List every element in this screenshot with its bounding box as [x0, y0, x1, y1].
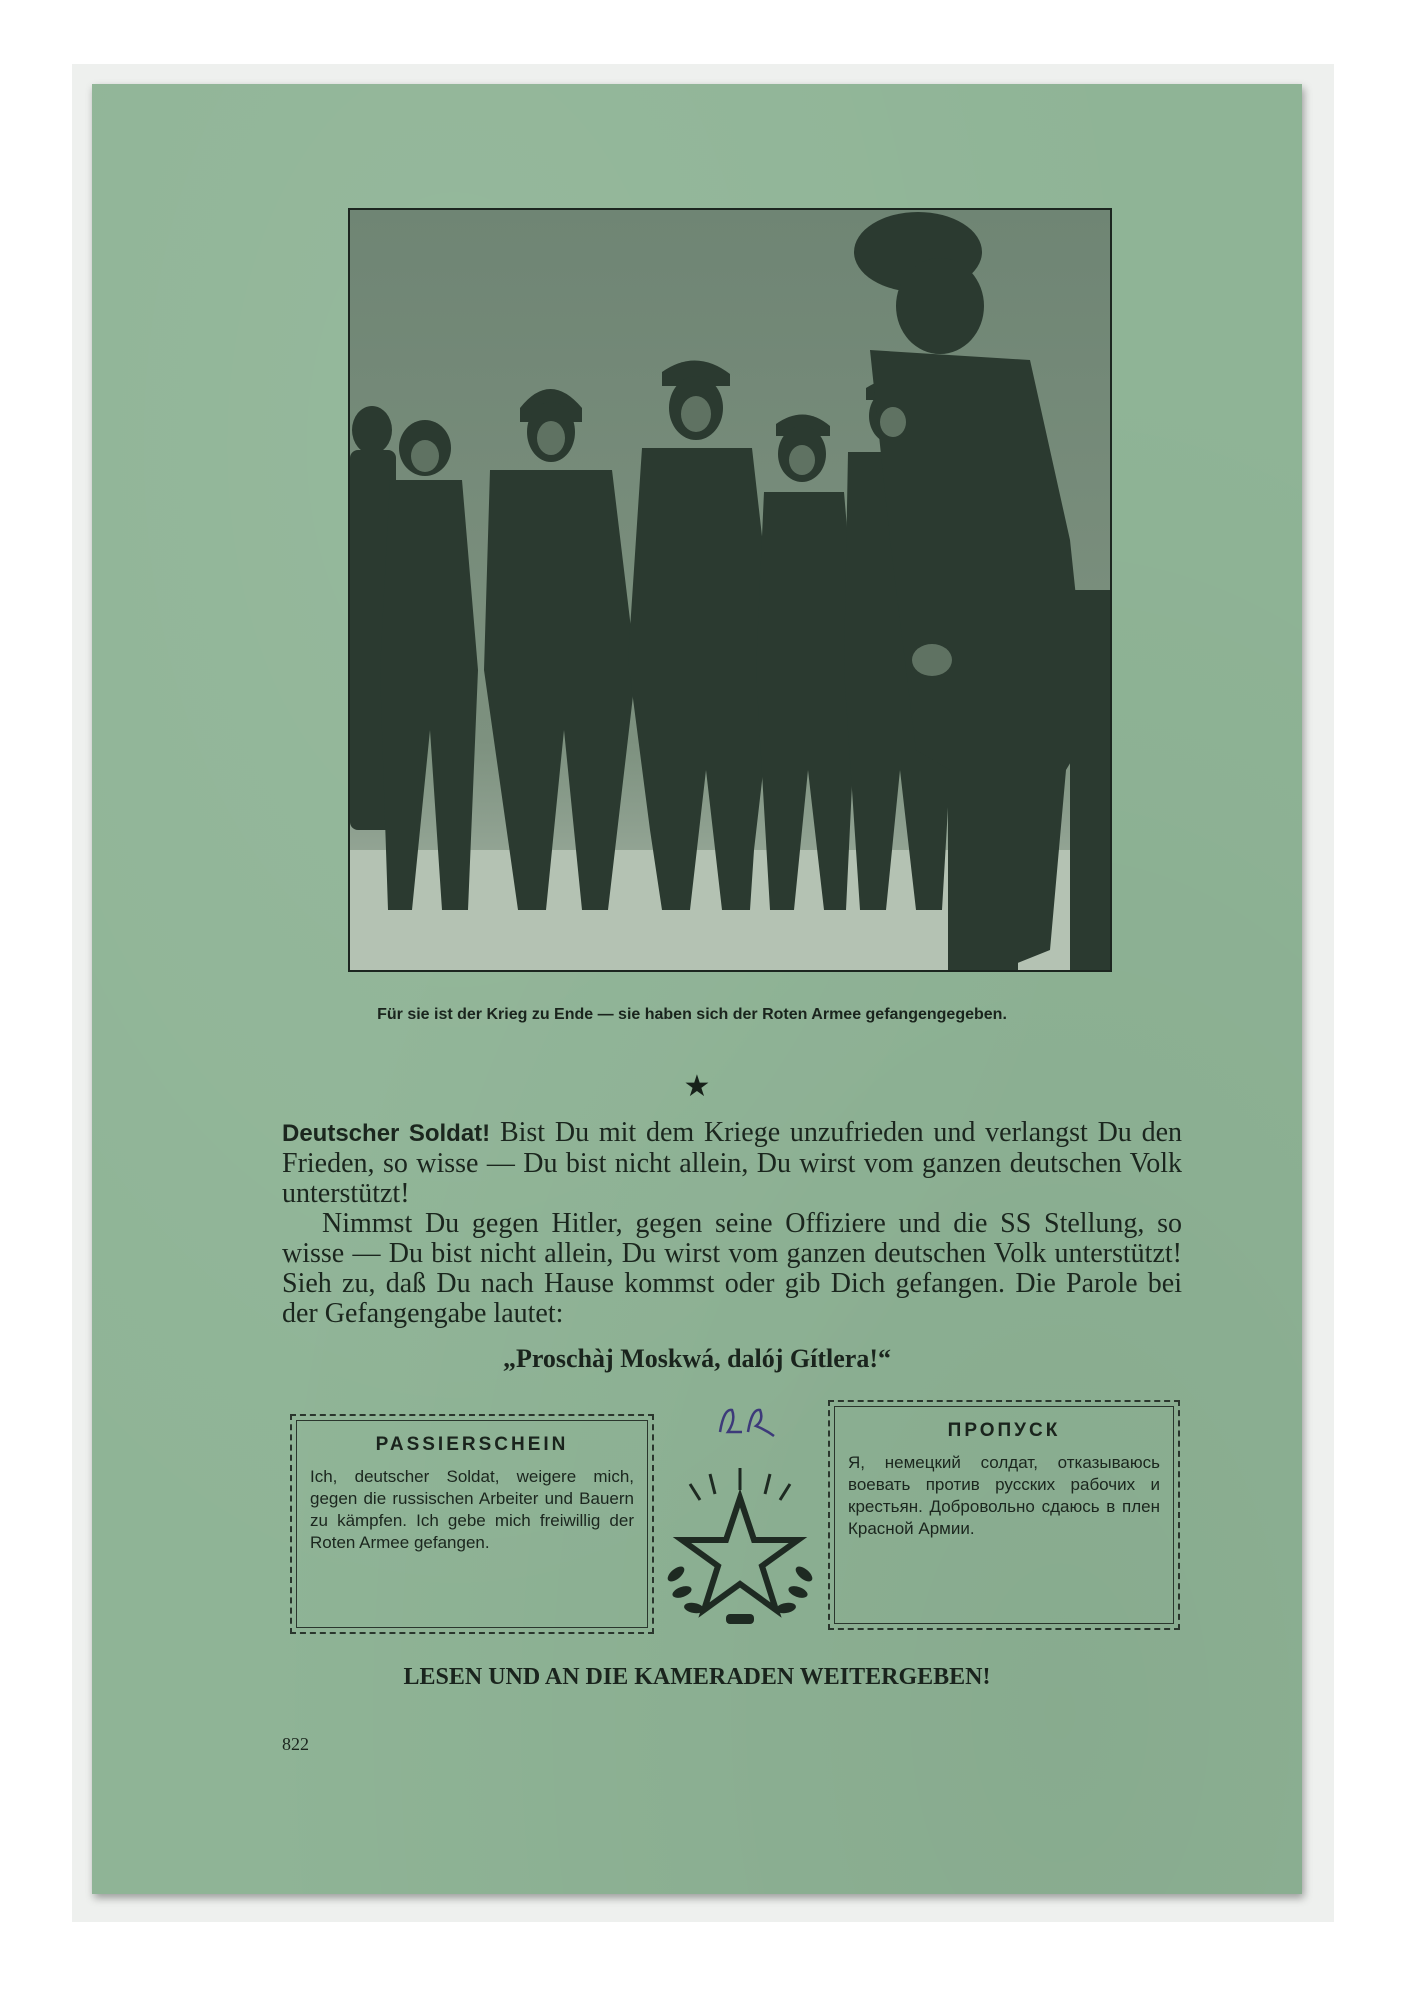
passierschein-title: PASSIERSCHEIN	[375, 1434, 569, 1455]
body-text	[282, 1118, 1182, 1329]
propusk-title: ПРОПУСК	[947, 1420, 1061, 1441]
page-number: 822	[282, 1734, 309, 1754]
parole-line: „Proschàj Moskwá, dalój Gítlera!“	[502, 1344, 892, 1373]
handwritten-signature	[714, 1402, 784, 1449]
passierschein-box	[290, 1414, 654, 1634]
star-divider-icon: ★	[683, 1070, 711, 1103]
paragraph-1	[282, 1118, 1182, 1209]
passierschein-text: Ich, deutscher Soldat, weigere mich, gegen die russischen Arbeiter und Bauern zu kämpfen. Ich gebe mich freiwillig der Roten Armee gefangen.	[310, 1467, 634, 1552]
body-lead: Deutscher Soldat!	[282, 1120, 491, 1147]
propusk-text: Я, немецкий солдат, отказываюсь воевать против русских рабочих и крестьян. Добровольно сдаюсь в плен Красной Армии.	[848, 1453, 1160, 1538]
footer-call: LESEN UND AN DIE KAMERADEN WEITERGEBEN!	[403, 1664, 991, 1690]
prisoners-photo	[348, 208, 1112, 972]
paragraph-2: Nimmst Du gegen Hitler, gegen seine Offiziere und die SS Stellung, so wisse — Du bist nicht allein, Du wirst vom ganzen deutschen Volk unterstützt! Sieh zu, daß Du nach Hause kommst oder gib Dich gefangen. Die Parole bei der Gefangengabe lautet:	[282, 1208, 1182, 1329]
leaflet-sheet	[92, 84, 1302, 1894]
star-wreath-emblem-icon	[660, 1464, 820, 1634]
propusk-box	[828, 1400, 1180, 1630]
paragraph-1-text: Bist Du mit dem Kriege unzufrieden und verlangst Du den Frieden, so wisse — Du bist nicht allein, Du wirst vom ganzen deutschen Volk unterstützt!	[282, 1117, 1183, 1209]
photo-caption: Für sie ist der Krieg zu Ende — sie haben sich der Roten Armee gefangengegeben.	[377, 1006, 1007, 1023]
